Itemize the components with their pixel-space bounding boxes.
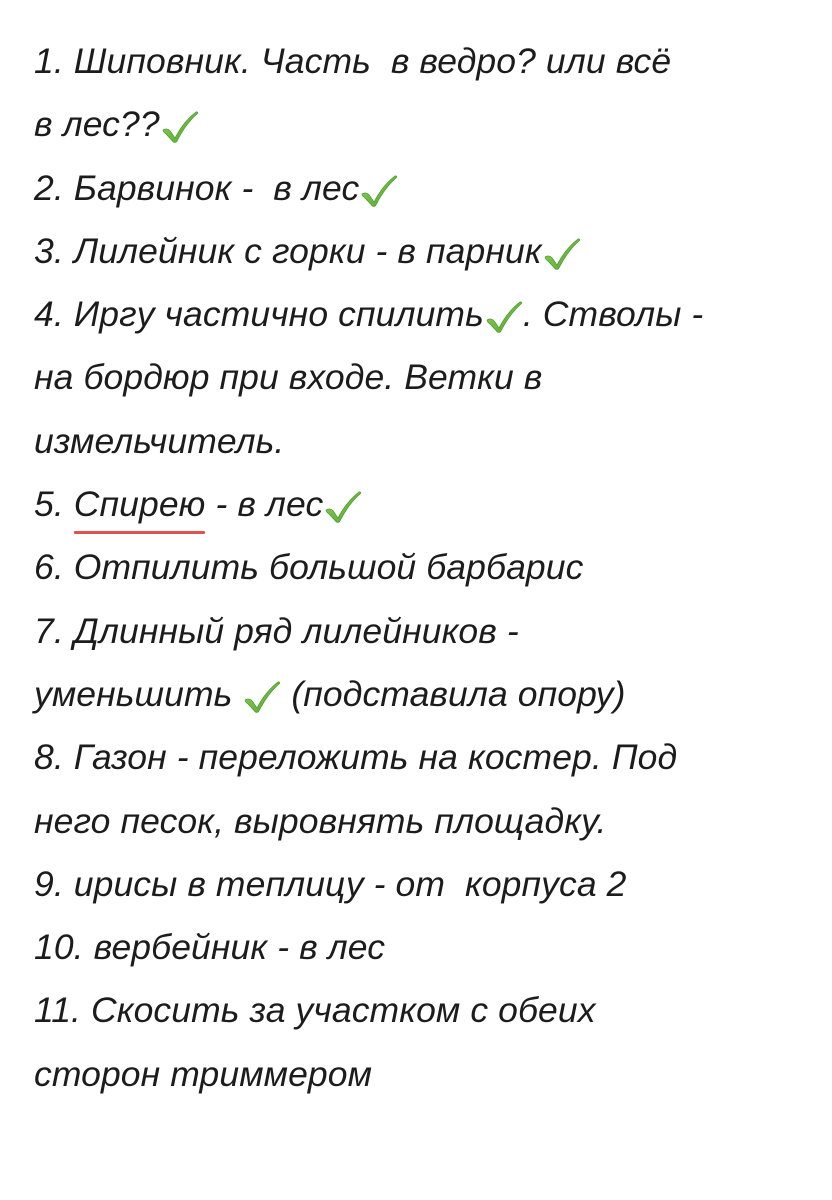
list-item-text: (подставила опору) [281, 673, 626, 714]
check-mark-icon [543, 237, 581, 271]
list-item-10 [34, 916, 824, 979]
list-item-text: уменьшить [34, 673, 243, 714]
check-mark-icon [243, 680, 281, 714]
list-item-8-line-1 [34, 726, 824, 789]
list-item-text: 3. Лилейник с горки - в парник [34, 230, 542, 271]
list-item-text: - в лес [205, 484, 324, 525]
check-mark-icon [360, 174, 398, 208]
list-item-6 [34, 536, 824, 599]
misspelled-word[interactable]: Спирею [74, 473, 206, 536]
list-item-text: 6. Отпилить большой барбарис [34, 547, 584, 588]
list-item-1-line-1 [34, 30, 824, 93]
list-item-9 [34, 853, 824, 916]
list-item-text: него песок, выровнять площадку. [34, 800, 607, 841]
list-item-text: сторон триммером [34, 1053, 373, 1094]
list-item-7-line-2 [34, 663, 824, 726]
list-item-text: . Стволы - [522, 294, 704, 335]
list-item-text: измельчитель. [34, 420, 285, 461]
list-item-text: 5. [34, 484, 74, 525]
list-item-11-line-1 [34, 979, 824, 1042]
list-item-4-line-3 [34, 410, 824, 473]
list-item-text: 7. Длинный ряд лилейников - [34, 610, 519, 651]
list-item-text: на бордюр при входе. Ветки в [34, 357, 543, 398]
list-item-4-line-1 [34, 283, 824, 346]
list-item-2 [34, 157, 824, 220]
list-item-3 [34, 220, 824, 283]
list-item-11-line-2 [34, 1043, 824, 1106]
list-item-text: 9. ирисы в теплицу - от корпуса 2 [34, 863, 627, 904]
list-item-text: 4. Иргу частично спилить [34, 294, 484, 335]
check-mark-icon [161, 110, 199, 144]
list-item-text: 2. Барвинок - в лес [34, 167, 360, 208]
checklist-note [34, 30, 824, 1106]
list-item-5 [34, 473, 824, 536]
check-mark-icon [485, 300, 523, 334]
list-item-text: 1. Шиповник. Часть в ведро? или всё [34, 41, 672, 81]
check-mark-icon [324, 490, 362, 524]
list-item-text: 10. вербейник - в лес [34, 927, 386, 968]
list-item-1-line-2 [34, 93, 824, 156]
list-item-text: 11. Скосить за участком с обеих [34, 990, 596, 1031]
list-item-text: 8. Газон - переложить на костер. Под [34, 737, 678, 778]
list-item-7-line-1 [34, 600, 824, 663]
list-item-8-line-2 [34, 790, 824, 853]
list-item-4-line-2 [34, 346, 824, 409]
list-item-text: в лес?? [34, 104, 160, 145]
